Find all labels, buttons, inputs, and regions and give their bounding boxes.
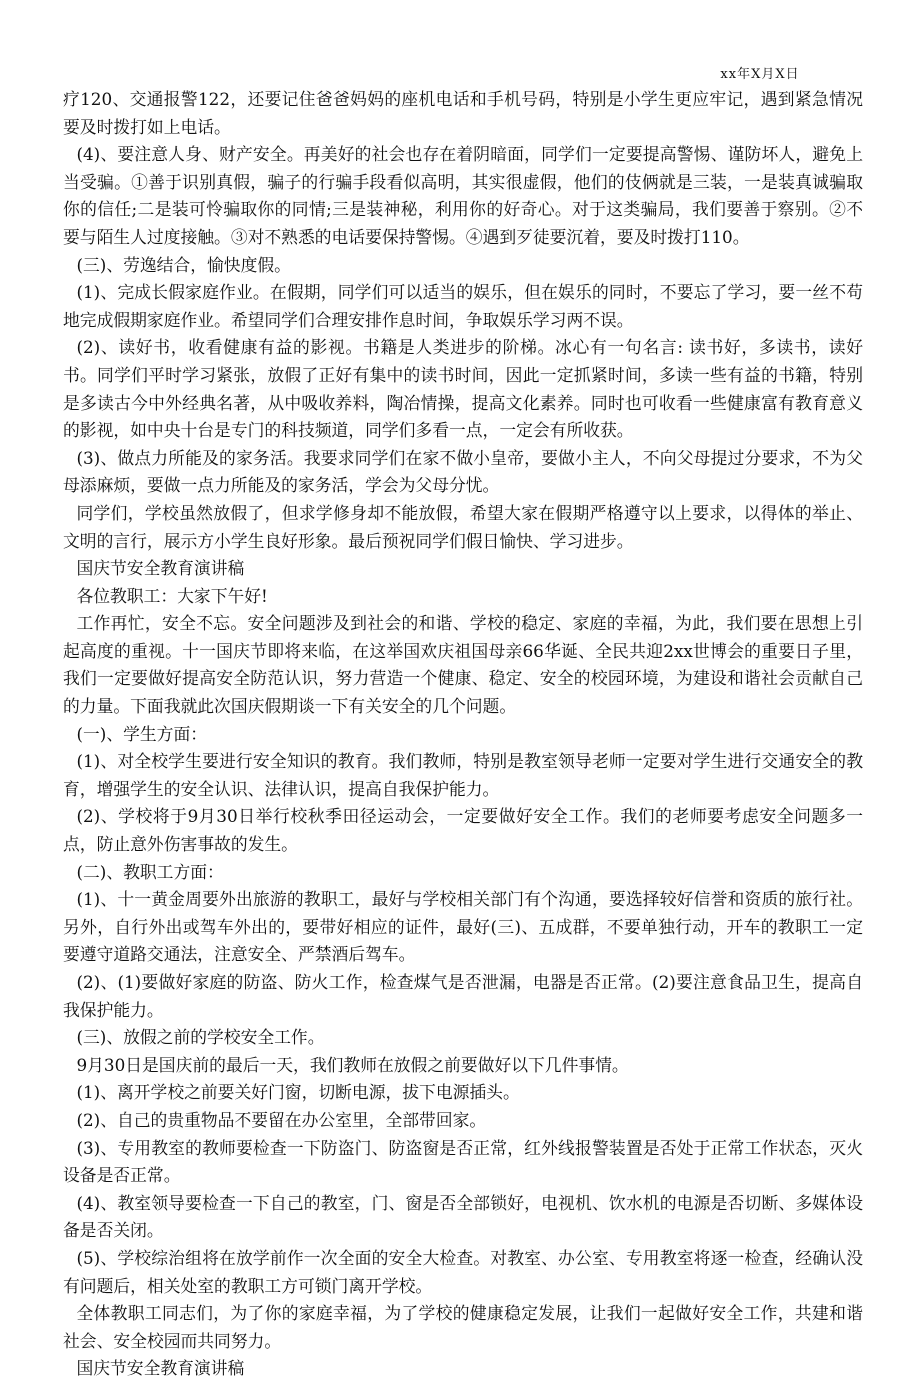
paragraph: 工作再忙，安全不忘。安全问题涉及到社会的和谐、学校的稳定、家庭的幸福，为此，我们要在思想上引起高度的重视。十一国庆节即将来临，在这举国欢庆祖国母亲66华诞、全民共迎2xx世博会的重要日子里，我们一定要做好提高安全防范认识，努力营造一个健康、稳定、安全的校园环境，为建设和谐社会贡献自己的力量。下面我就此次国庆假期谈一下有关安全的几个问题。 [63,613,863,717]
document-title: 国庆节安全教育演讲稿 [76,558,245,579]
section-heading: (三)、放假之前的学校安全工作。 [76,1027,325,1048]
paragraph: (1)、十一黄金周要外出旅游的教职工，最好与学校相关部门有个沟通，要选择较好信誉和资质的旅行社。另外，自行外出或驾车外出的，要带好相应的证件，最好(三)、五成群，不要单独行动，开车的教职工一定要遵守道路交通法，注意安全、严禁酒后驾车。 [63,889,863,965]
paragraph: (3)、专用教室的教师要检查一下防盗门、防盗窗是否正常，红外线报警装置是否处于正常工作状态，灭火设备是否正常。 [63,1137,863,1186]
section-heading: (二)、教职工方面： [76,861,224,882]
paragraph: (3)、做点力所能及的家务活。我要求同学们在家不做小皇帝，要做小主人，不向父母提过分要求，不为父母添麻烦，要做一点力所能及的家务活，学会为父母分忧。 [63,447,863,496]
paragraph: (5)、学校综治组将在放学前作一次全面的安全大检查。对教室、办公室、专用教室将逐一检查，经确认没有问题后，相关处室的教职工方可锁门离开学校。 [63,1247,863,1296]
section-heading: (三)、劳逸结合，愉快度假。 [76,254,291,275]
paragraph: 疗120、交通报警122，还要记住爸爸妈妈的座机电话和手机号码，特别是小学生更应牢记，遇到紧急情况要及时拨打如上电话。 [63,89,863,137]
paragraph: (2)、学校将于9月30日举行校秋季田径运动会，一定要做好安全工作。我们的老师要考虑安全问题多一点，防止意外伤害事故的发生。 [63,806,863,855]
greeting: 各位教职工：大家下午好! [76,585,268,606]
paragraph: (1)、离开学校之前要关好门窗，切断电源，拔下电源插头。 [76,1082,520,1103]
paragraph: (2)、(1)要做好家庭的防盗、防火工作，检查煤气是否泄漏，电器是否正常。(2)要注意食品卫生，提高自我保护能力。 [63,972,863,1020]
paragraph: (2)、读好书，收看健康有益的影视。书籍是人类进步的阶梯。冰心有一句名言: 读书好，多读书，读好书。同学们平时学习紧张，放假了正好有集中的读书时间，因此一定抓紧时间，多读一些有益的书籍，特别是多读古今中外经典名著，从中吸收养料，陶冶情操，提高文化素养。同时也可收看一些健康富有教育意义的影视，如中央十台是专门的科技频道，同学们多看一点，一定会有所收获。 [63,337,863,441]
paragraph: (2)、自己的贵重物品不要留在办公室里，全部带回家。 [76,1109,487,1130]
header-date: xx年X月X日 [720,67,800,82]
paragraph: 全体教职工同志们，为了你的家庭幸福，为了学校的健康稳定发展，让我们一起做好安全工作，共建和谐社会、安全校园而共同努力。 [63,1303,863,1351]
paragraph: (4)、要注意人身、财产安全。再美好的社会也存在着阴暗面，同学们一定要提高警惕、谨防坏人，避免上当受骗。①善于识别真假，骗子的行骗手段看似高明，其实很虚假，他们的伎俩就是三装，一是装真诚骗取你的信任;二是装可怜骗取你的同情;三是装神秘，利用你的好奇心。对于这类骗局，我们要善于察别。②不要与陌生人过度接触。③对不熟悉的电话要保持警惕。④遇到歹徒要沉着，要及时拨打110。 [63,144,863,247]
document-body [63,86,863,1383]
paragraph: (1)、对全校学生要进行安全知识的教育。我们教师，特别是教室领导老师一定要对学生进行交通安全的教育，增强学生的安全认识、法律认识，提高自我保护能力。 [63,751,863,799]
paragraph: 同学们，学校虽然放假了，但求学修身却不能放假，希望大家在假期严格遵守以上要求，以得体的举止、文明的言行，展示方小学生良好形象。最后预祝同学们假日愉快、学习进步。 [63,502,863,551]
document-title: 国庆节安全教育演讲稿 [76,1358,245,1379]
paragraph: 9月30日是国庆前的最后一天，我们教师在放假之前要做好以下几件事情。 [76,1054,629,1075]
section-heading: (一)、学生方面： [76,723,208,744]
paragraph: (1)、完成长假家庭作业。在假期，同学们可以适当的娱乐，但在娱乐的同时，不要忘了学习，要一丝不苟地完成假期家庭作业。希望同学们合理安排作息时间，争取娱乐学习两不误。 [63,282,863,330]
paragraph: (4)、教室领导要检查一下自己的教室，门、窗是否全部锁好，电视机、饮水机的电源是否切断、多媒体设备是否关闭。 [63,1192,863,1241]
